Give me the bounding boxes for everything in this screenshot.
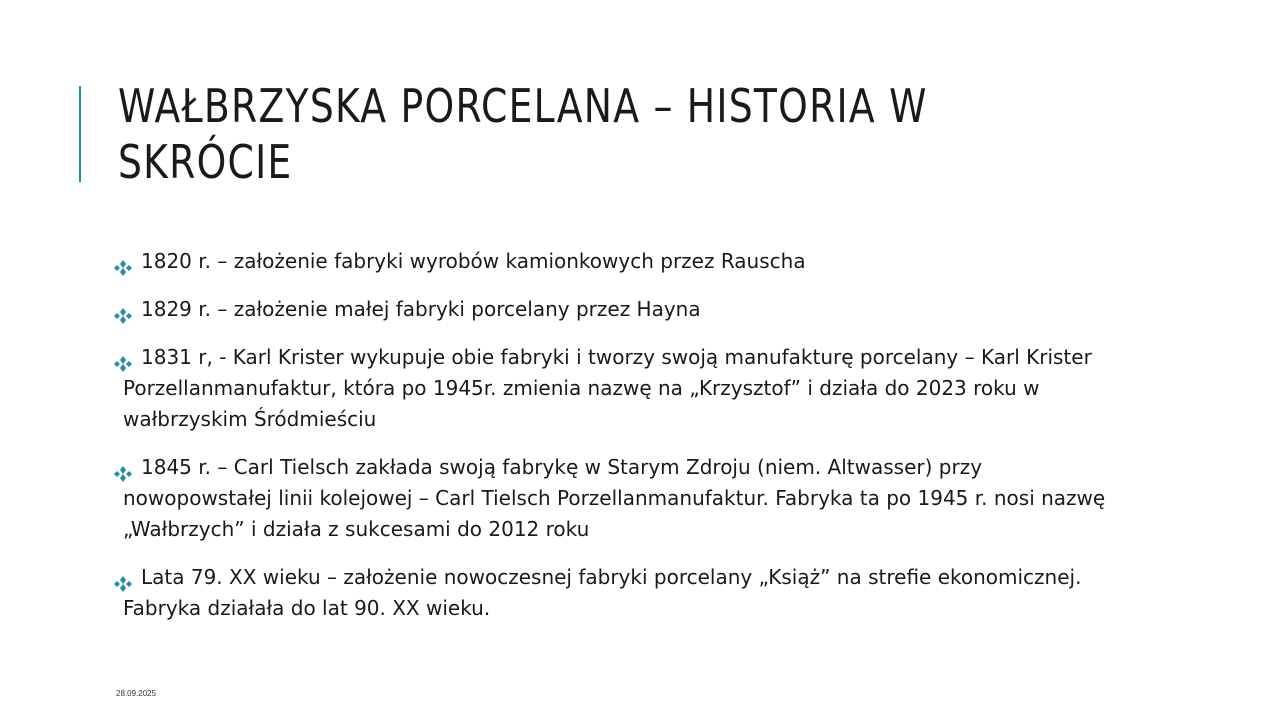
diamond-bullet-icon	[113, 570, 133, 586]
diamond-bullet-icon	[113, 350, 133, 366]
diamond-bullet-icon	[113, 460, 133, 476]
diamond-bullet-icon	[113, 302, 133, 318]
bullet-item	[113, 294, 1123, 325]
bullet-text: 1829 r. – założenie małej fabryki porcelany przez Hayna	[141, 297, 701, 321]
bullet-item	[113, 246, 1123, 277]
bullet-text: 1845 r. – Carl Tielsch zakłada swoją fabrykę w Starym Zdroju (niem. Altwasser) przy nowopowstałej linii kolejowej – Carl Tielsch Porzellanmanufaktur. Fabryka ta po 1945 r. nosi nazwę „Wałbrzych” i działa z sukcesami do 2012 roku	[123, 455, 1106, 541]
bullet-text: 1820 r. – założenie fabryki wyrobów kamionkowych przez Rauscha	[141, 249, 806, 273]
bullet-list	[113, 246, 1123, 641]
bullet-text: 1831 r, - Karl Krister wykupuje obie fabryki i tworzy swoją manufakturę porcelany – Karl Krister Porzellanmanufaktur, która po 1945r. zmienia nazwę na „Krzysztof” i działa do 2023 roku w wałbrzyskim Śródmieściu	[123, 345, 1092, 431]
bullet-item	[113, 342, 1123, 435]
footer-date: 28.09.2025	[116, 689, 157, 698]
bullet-item	[113, 452, 1123, 545]
bullet-text: Lata 79. XX wieku – założenie nowoczesnej fabryki porcelany „Książ” na strefie ekonomicznej. Fabryka działała do lat 90. XX wieku.	[123, 565, 1082, 620]
title-accent-line	[79, 86, 81, 182]
bullet-item	[113, 562, 1123, 624]
diamond-bullet-icon	[113, 254, 133, 270]
slide-title: WAŁBRZYSKA PORCELANA – HISTORIA W SKRÓCIE	[118, 79, 928, 189]
